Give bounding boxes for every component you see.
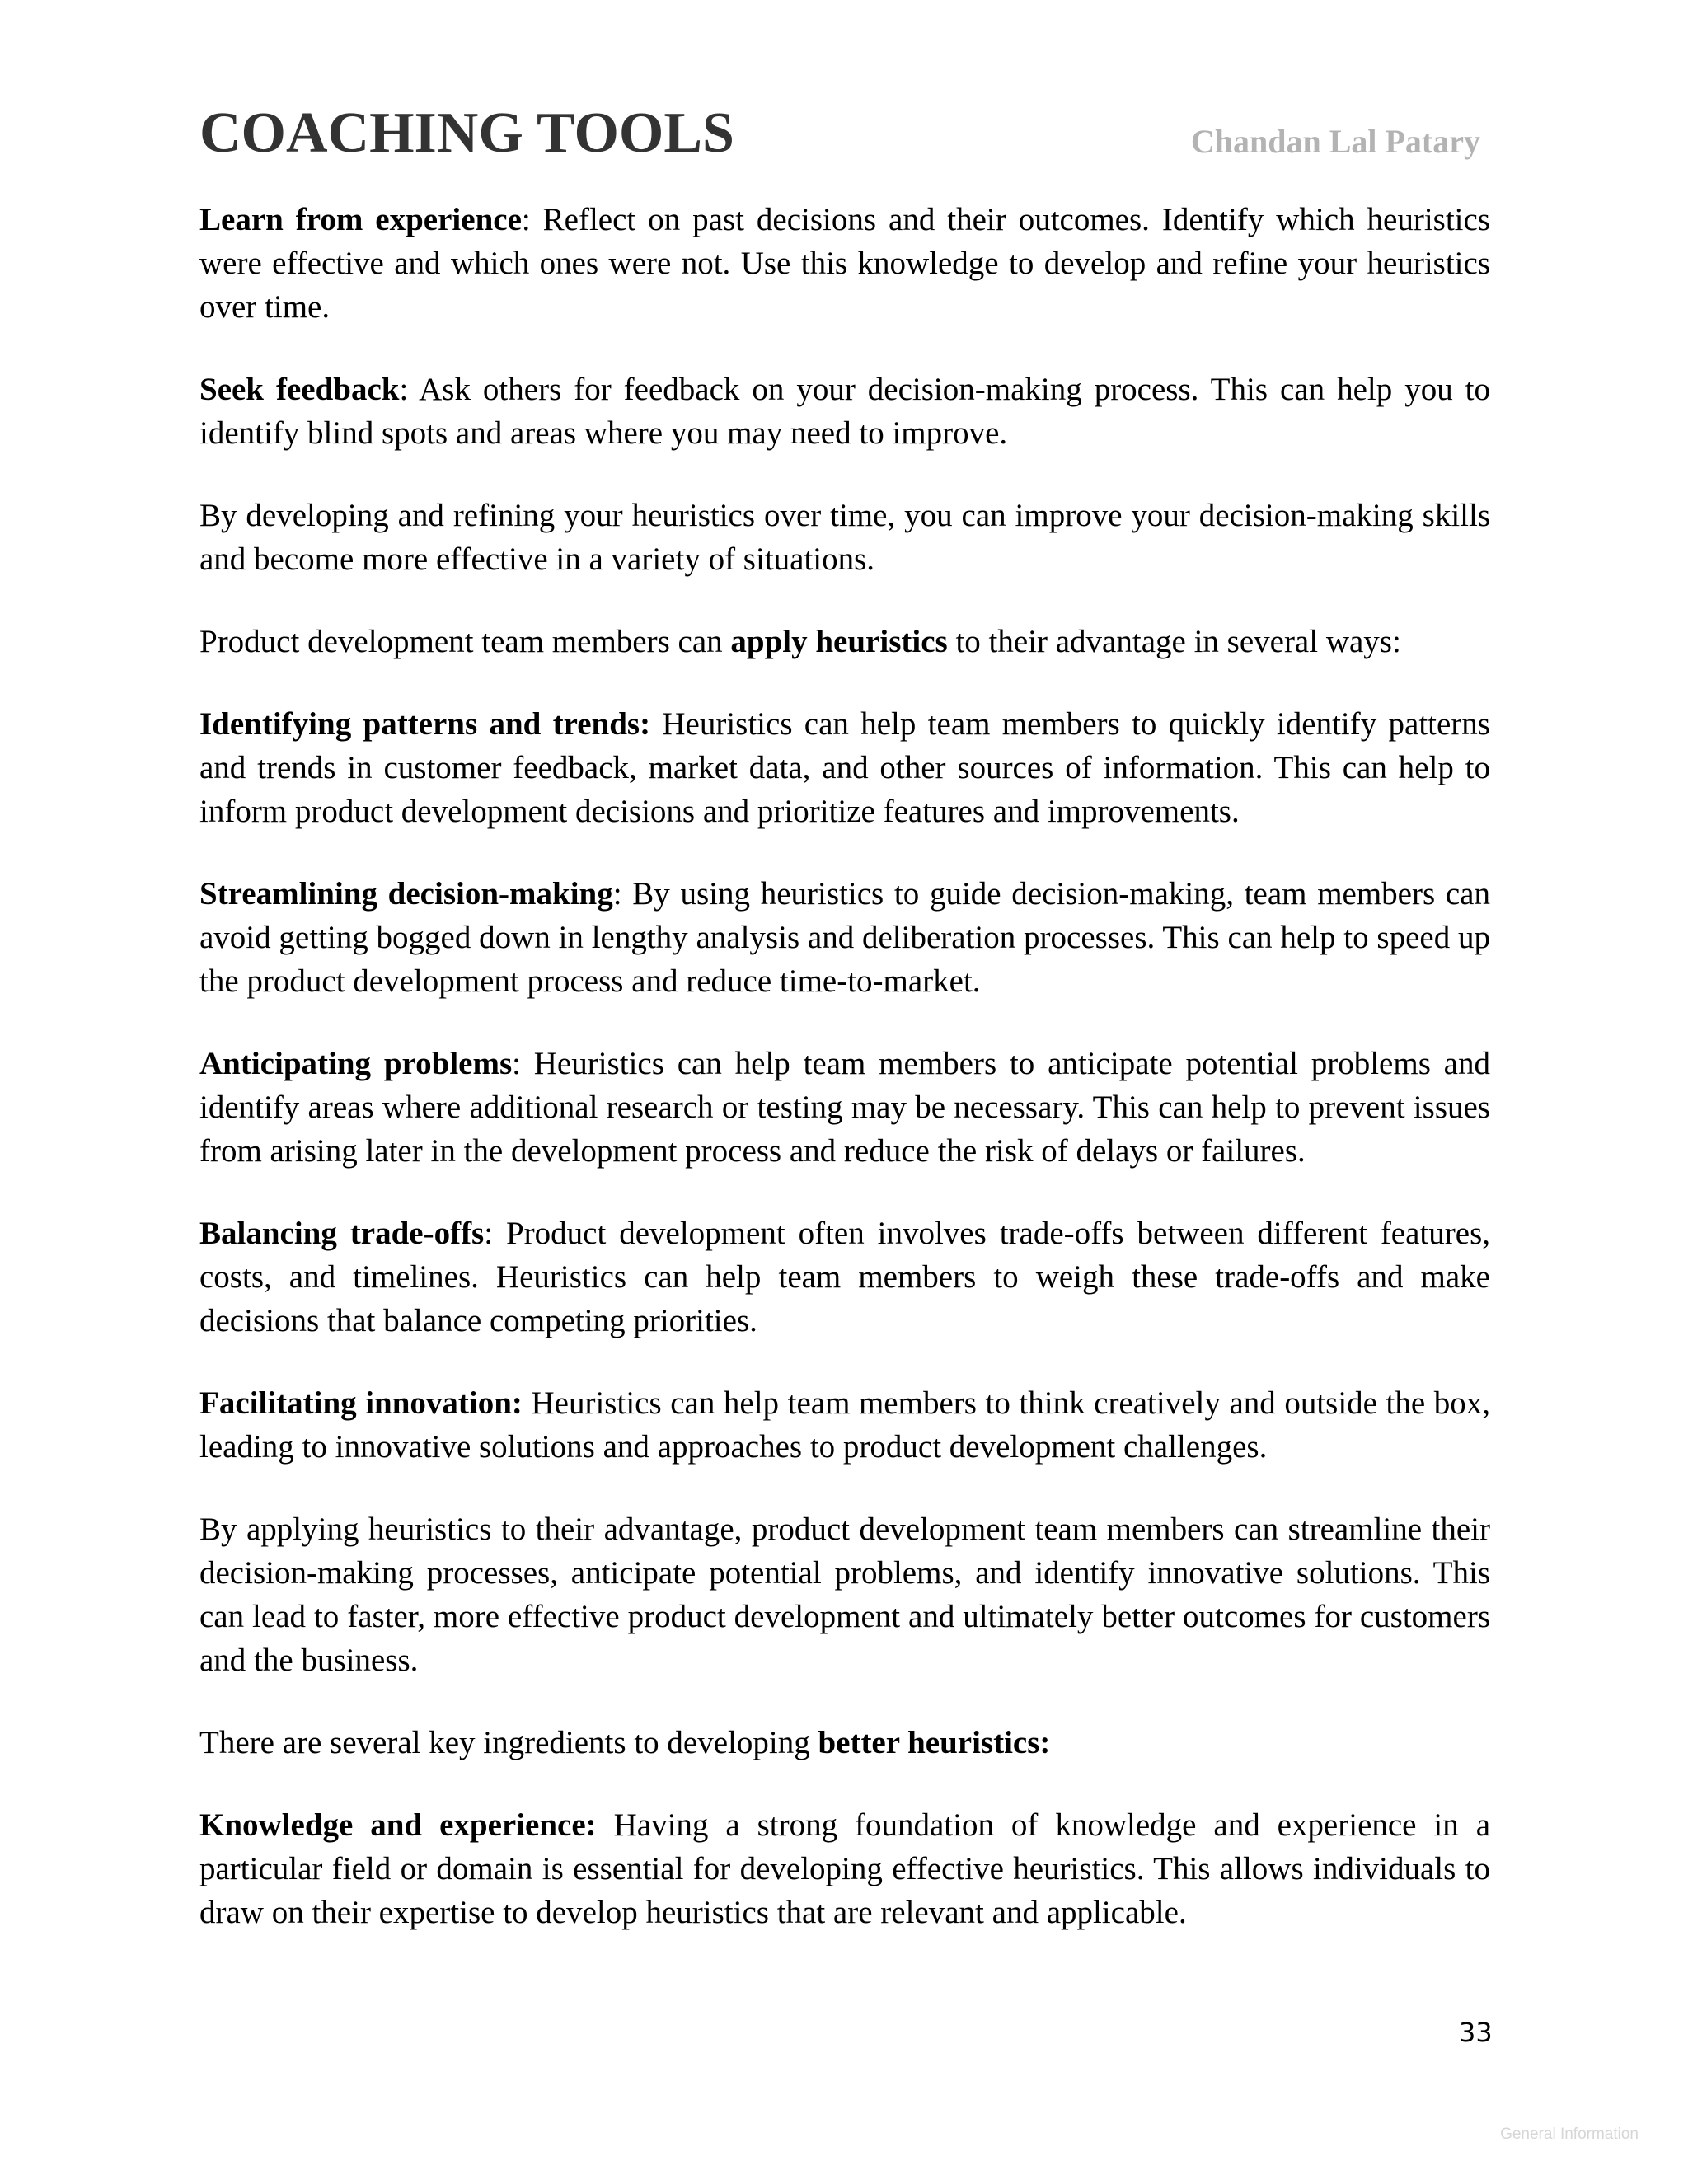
classification-label: General Information <box>1500 2125 1639 2143</box>
paragraph-balancing-tradeoffs <box>199 1212 1490 1343</box>
paragraph-apply-heuristics-intro <box>199 620 1490 663</box>
page-number: 33 <box>1459 2017 1493 2048</box>
paragraph-text: By applying heuristics to their advantage, product development team members can streamline their decision-making processes, anticipate potential problems, and identify innovative solutions. This can lead to faster, more effective product development and ultimately better outcomes for customers and the business. <box>199 1511 1490 1678</box>
paragraph-lead: Balancing trade-offs <box>199 1216 485 1251</box>
paragraph-text: Product development team members can <box>199 624 731 659</box>
author-name: Chandan Lal Patary <box>1190 123 1480 160</box>
paragraph-facilitating-innovation <box>199 1381 1490 1469</box>
paragraph-text: : Product development often involves trade-offs between different features, costs, and timelines. Heuristics can help team members to weigh these trade-offs and make decisions that balance competing priorities. <box>199 1216 1490 1338</box>
page-header <box>199 101 1490 175</box>
paragraph-text: : By using heuristics to guide decision-making, team members can avoid getting bogged down in lengthy analysis and deliberation processes. This can help to speed up the product development process and reduce time-to-market. <box>199 876 1490 999</box>
paragraph-text: to their advantage in several ways: <box>947 624 1401 659</box>
paragraph-text: Heuristics can help team members to quickly identify patterns and trends in customer feedback, market data, and other sources of information. This can help to inform product development decisions and prioritize features and improvements. <box>199 706 1490 829</box>
paragraph-lead: Facilitating innovation: <box>199 1385 523 1421</box>
paragraph-learn-from-experience <box>199 198 1490 329</box>
paragraph-lead: Learn from experience <box>199 202 522 237</box>
paragraph-lead: Anticipating problems <box>199 1046 513 1081</box>
paragraph-text: By developing and refining your heuristics over time, you can improve your decision-making skills and become more effective in a variety of situations. <box>199 498 1490 577</box>
paragraph-text: : Reflect on past decisions and their outcomes. Identify which heuristics were effective and which ones were not. Use this knowledge to develop and refine your heuristics over time. <box>199 202 1490 325</box>
paragraph-developing-refining <box>199 494 1490 581</box>
paragraph-emphasis: apply heuristics <box>730 624 948 659</box>
paragraph-text: Having a strong foundation of knowledge and experience in a particular field or domain is essential for developing effective heuristics. This allows individuals to draw on their expertise to develop heuristics that are relevant and applicable. <box>199 1807 1491 1930</box>
paragraph-emphasis: better heuristics: <box>818 1725 1051 1760</box>
paragraph-lead: Streamlining decision-making <box>199 876 613 912</box>
page-body <box>199 198 1490 1973</box>
paragraph-text: Heuristics can help team members to think creatively and outside the box, leading to innovative solutions and approaches to product development challenges. <box>199 1385 1491 1465</box>
paragraph-streamlining-decisions <box>199 872 1490 1003</box>
paragraph-text: : Ask others for feedback on your decision-making process. This can help you to identify blind spots and areas where you may need to improve. <box>199 372 1490 451</box>
paragraph-better-heuristics-intro <box>199 1721 1490 1765</box>
paragraph-applying-summary <box>199 1507 1490 1682</box>
paragraph-identifying-patterns <box>199 702 1490 833</box>
page-title: COACHING TOOLS <box>199 101 734 165</box>
paragraph-knowledge-experience <box>199 1803 1490 1934</box>
paragraph-text: : Heuristics can help team members to anticipate potential problems and identify areas where additional research or testing may be necessary. This can help to prevent issues from arising later in the development process and reduce the risk of delays or failures. <box>199 1046 1490 1169</box>
paragraph-lead: Identifying patterns and trends: <box>199 706 651 742</box>
paragraph-anticipating-problems <box>199 1042 1490 1173</box>
paragraph-lead: Seek feedback <box>199 372 400 407</box>
paragraph-lead: Knowledge and experience: <box>199 1807 597 1843</box>
paragraph-text: There are several key ingredients to developing <box>199 1725 818 1760</box>
paragraph-seek-feedback <box>199 368 1490 455</box>
